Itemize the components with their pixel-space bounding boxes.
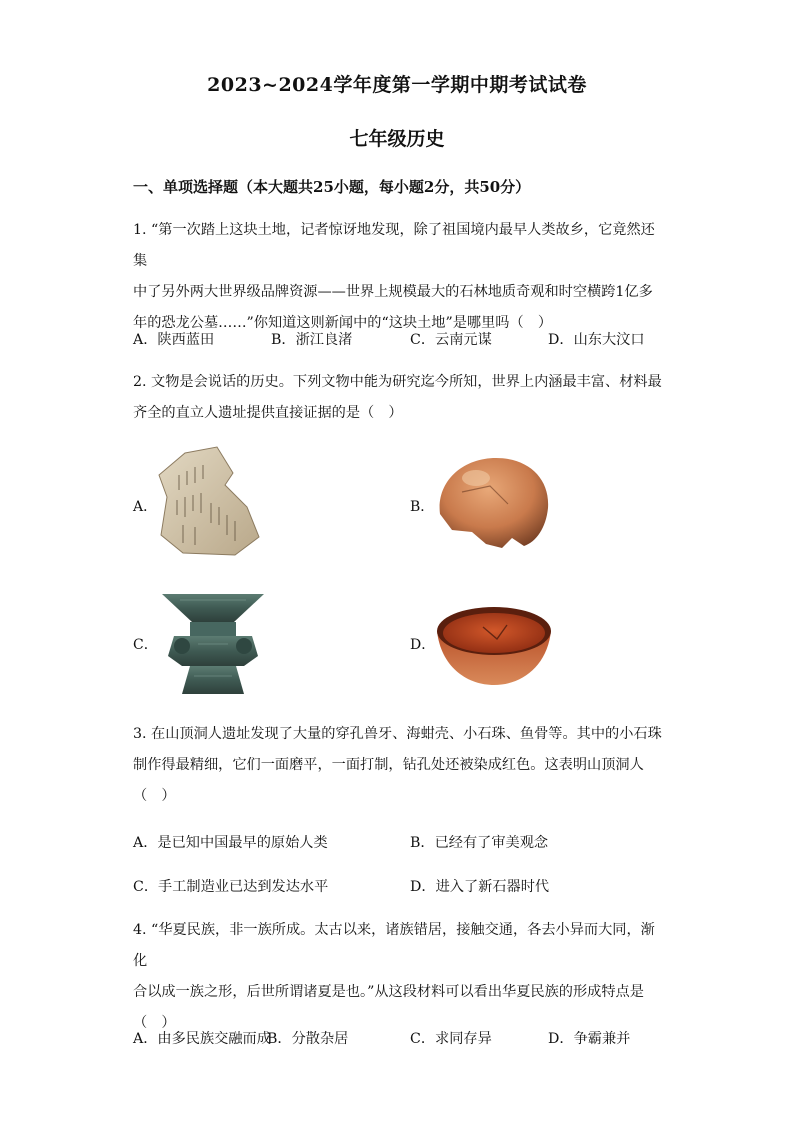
question-1-options [133, 329, 673, 353]
question-4-text [133, 915, 663, 1039]
question-4-options [133, 1028, 673, 1052]
question-3-options-row2 [133, 876, 673, 900]
skull-image [432, 452, 554, 556]
option-a[interactable]: A．是已知中国最早的原始人类 [133, 835, 328, 851]
question-line: 中了另外两大世界级品牌资源——世界上规模最大的石林地质奇观和时空横跨1亿多 [133, 284, 653, 300]
option-d[interactable]: D．山东大汶口 [548, 332, 645, 348]
option-a[interactable]: A．由多民族交融而成 [133, 1031, 271, 1047]
question-line: 2. 文物是会说话的历史。下列文物中能为研究迄今所知，世界上内涵最丰富、材料最 [133, 374, 662, 390]
section-heading: 一、单项选择题（本大题共25小题，每小题2分，共50分） [133, 178, 531, 196]
option-c-label[interactable]: C． [133, 637, 158, 653]
painted-bowl-image [433, 603, 555, 691]
exam-title: 2023~2024学年度第一学期中期考试试卷 [207, 74, 587, 96]
option-c[interactable]: C．云南元谋 [410, 332, 492, 348]
question-line: 3. 在山顶洞人遗址发现了大量的穿孔兽牙、海蚶壳、小石珠、鱼骨等。其中的小石珠 [133, 726, 662, 742]
question-1-text [133, 215, 663, 339]
option-a[interactable]: A．陕西蓝田 [133, 332, 215, 348]
exam-subtitle: 七年级历史 [349, 128, 445, 150]
option-b[interactable]: B．浙江良渚 [271, 332, 353, 348]
option-b-label[interactable]: B． [410, 499, 435, 515]
question-line: （ ） [133, 788, 176, 804]
question-line: 合以成一族之形，后世所谓诸夏是也。”从这段材料可以看出华夏民族的形成特点是 [133, 984, 644, 1000]
question-line: 年的恐龙公墓……”你知道这则新闻中的“这块土地”是哪里吗（ ） [133, 315, 553, 331]
option-b[interactable]: B．已经有了审美观念 [410, 835, 549, 851]
option-d[interactable]: D．进入了新石器时代 [410, 879, 550, 895]
question-3-options-row1 [133, 832, 673, 856]
option-c[interactable]: C．求同存异 [410, 1031, 492, 1047]
question-line: （ ） [133, 1015, 176, 1031]
question-2-text [133, 367, 663, 429]
question-line: 1. “第一次踏上这块土地，记者惊讶地发现，除了祖国境内最早人类故乡，它竟然还集 [133, 222, 655, 269]
question-line: 制作得最精细，它们一面磨平，一面打制，钻孔处还被染成红色。这表明山顶洞人 [133, 757, 644, 773]
option-d-label[interactable]: D． [410, 637, 436, 653]
option-c[interactable]: C．手工制造业已达到发达水平 [133, 879, 329, 895]
option-b[interactable]: B．分散杂居 [267, 1031, 349, 1047]
option-a-label[interactable]: A． [133, 499, 158, 515]
question-3-text [133, 719, 663, 812]
bronze-vessel-image [160, 590, 266, 700]
option-d[interactable]: D．争霸兼并 [548, 1031, 631, 1047]
question-line: 齐全的直立人遗址提供直接证据的是（ ） [133, 405, 403, 421]
question-line: 4. “华夏民族，非一族所成。太古以来，诸族错居，接触交通，各去小异而大同，渐化 [133, 922, 655, 969]
oracle-bone-image [155, 445, 265, 564]
